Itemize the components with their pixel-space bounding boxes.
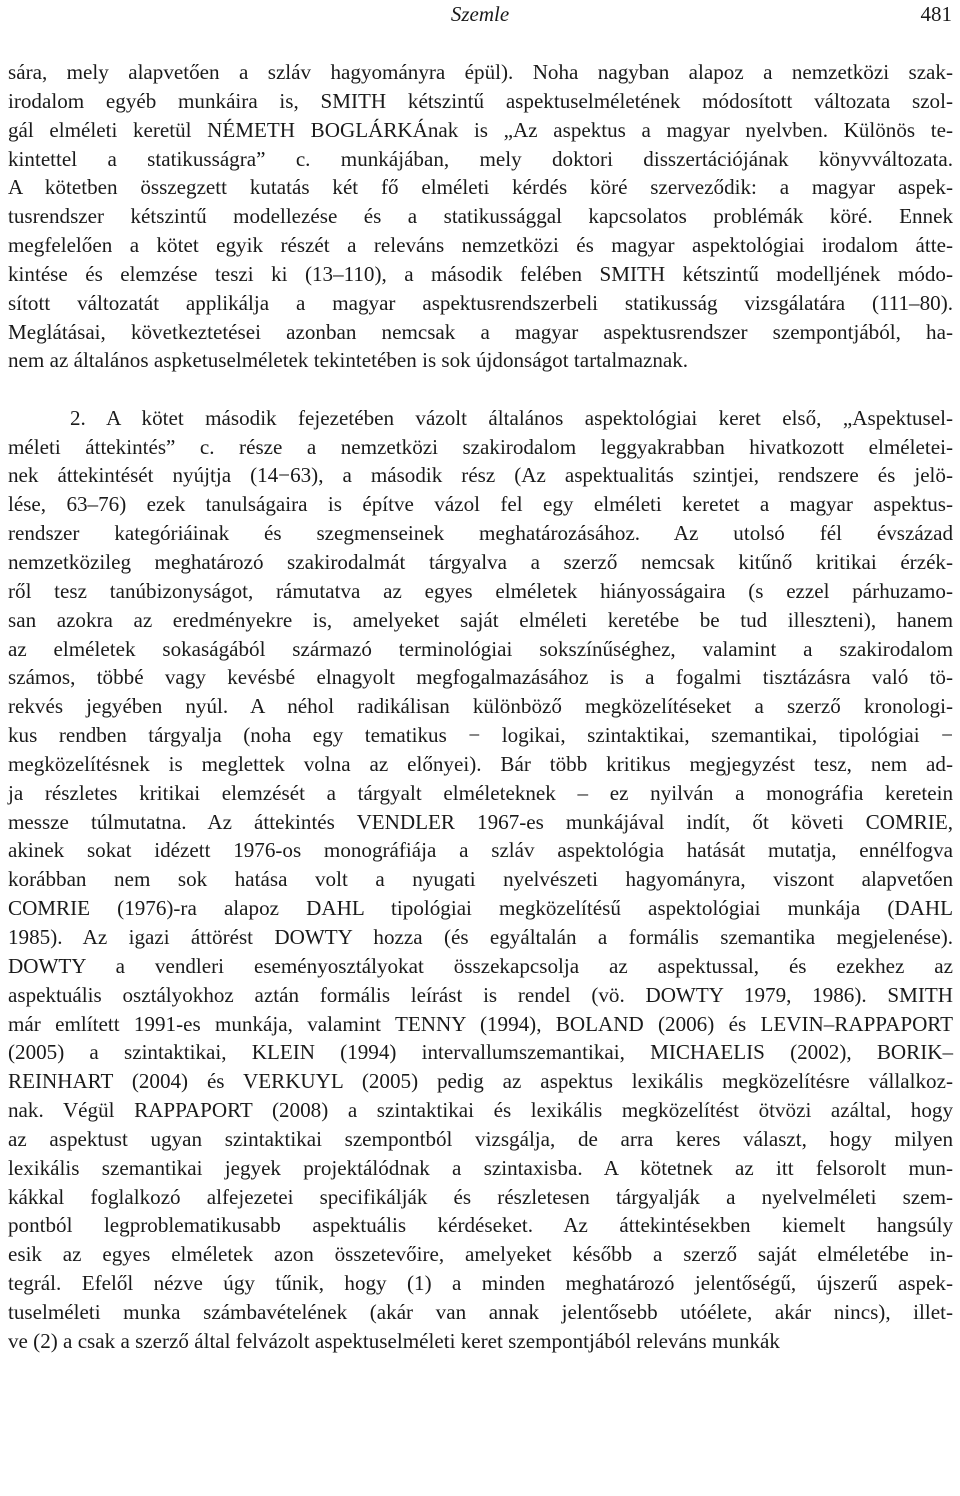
text-line: ja részletes kritikai elemzését a tárgyalt elméleteknek – ez nyilván a monográfia keretein — [8, 780, 953, 805]
text-line: akinek sokat idézett 1976-os monográfiája a szláv aspektológia hatását mutatja, ennélfogva — [8, 838, 953, 863]
text-line: lése, 63–76) ezek tanulságaira is építve vázol fel egy elméleti keretet a magyar aspektus- — [8, 492, 953, 517]
text-line: A kötetben összegzett kutatás két fő elméleti kérdés köré szerveződik: a magyar aspek- — [8, 175, 953, 200]
text-line: 2. A kötet második fejezetében vázolt általános aspektológiai keret első, „Aspektusel- — [70, 405, 953, 430]
text-line: megközelítésnek is meglettek volna az előnyei). Bár több kritikus megjegyzést tesz, nem ad- — [8, 751, 953, 776]
text-line: (2005) a szintaktikai, KLEIN (1994) intervallumszemantikai, MICHAELIS (2002), BORIK– — [8, 1040, 953, 1065]
text-line: nek áttekintését nyújtja (14−63), a második rész (Az aspektualitás szintjei, rendszere és jelö- — [8, 463, 953, 488]
text-line: lexikális szemantikai jegyek projektálódnak a szintaxisba. A kötetnek az itt felsorolt mun- — [8, 1155, 953, 1180]
running-header — [0, 0, 960, 30]
text-line: messze túlmutatna. Az áttekintés VENDLER 1967-es munkájával indít, őt követi COMRIE, — [8, 809, 953, 834]
text-line: kintése és elemzése teszi ki (13–110), a második felében SMITH kétszintű modelljének módo- — [8, 261, 953, 286]
text-line: sára, mely alapvetően a szláv hagyományra épül). Noha nagyban alapoz a nemzetközi szak- — [8, 60, 953, 84]
page-number: 481 — [920, 2, 952, 26]
text-line: tuselméleti munka számbavételének (akár van annak jelentősebb utóélete, akár nincs), illet- — [8, 1299, 953, 1324]
text-line: az elméletek sokaságából származó terminológiai sokszínűséghez, valamint a szakirodalom — [8, 636, 953, 661]
text-line: nem az általános aspketuselméletek tekintetében is sok újdonságot tartalmaznak. — [8, 348, 689, 373]
text-line: REINHART (2004) és VERKUYL (2005) pedig az aspektus lexikális megközelítésre vállalkoz- — [8, 1069, 953, 1094]
text-line: esik az egyes elméletek azon összetevőire, amelyeket később a szerző saját elméletébe in- — [8, 1242, 953, 1267]
text-line: COMRIE (1976)-ra alapoz DAHL tipológiai megközelítésű aspektológiai munkája (DAHL — [8, 896, 953, 921]
text-line: nak. Végül RAPPAPORT (2008) a szintaktikai és lexikális megközelítést ötvözi azáltal, hogy — [8, 1098, 953, 1123]
text-line: pontból legproblematikusabb aspektuális kérdéseket. Az áttekintésekben kiemelt hangsúly — [8, 1213, 953, 1238]
text-line: tusrendszer kétszintű modellezése és a statikussággal kapcsolatos problémák köré. Ennek — [8, 204, 953, 229]
text-line: kus rendben tárgyalja (noha egy tematikus − logikai, szintaktikai, szemantikai, tipológiai − — [8, 723, 953, 748]
text-line: sított változatát applikálja a magyar aspektusrendszerbeli statikusság vizsgálatára (111–80). — [8, 290, 953, 315]
text-line: kákkal foglalkozó alfejezetei specifikálják és részletesen tárgyalják a nyelvelméleti szem- — [8, 1184, 953, 1209]
text-line: Meglátásai, következtetései azonban nemcsak a magyar aspektusrendszer szempontjából, ha- — [8, 319, 953, 344]
header-title: Szemle — [450, 2, 510, 26]
text-line: már említett 1991-es munkája, valamint TENNY (1994), BOLAND (2006) és LEVIN–RAPPAPORT — [8, 1011, 953, 1036]
text-line: nemzetközileg meghatározó szakirodalmát tárgyalva a szerző nemcsak kitűnő kritikai érzék- — [8, 550, 953, 574]
text-line: kintettel a statikusságra” c. munkájában, mely doktori disszertációjának könyvváltozata. — [8, 146, 953, 171]
text-line: megfelelően a kötet egyik részét a releváns nemzetközi és magyar aspektológiai irodalom átte- — [8, 233, 953, 258]
text-line: rendszer kategóriáinak és szegmenseinek meghatározásához. Az utolsó fél évszázad — [8, 521, 953, 546]
text-line: DOWTY a vendleri eseményosztályokat összekapcsolja az aspektussal, és ezekhez az — [8, 953, 953, 978]
text-line: az aspektust ugyan szintaktikai szempontból vizsgálja, de arra keres választ, hogy milyen — [8, 1126, 953, 1151]
text-line: korábban nem sok hatása volt a nyugati nyelvészeti hagyományra, viszont alapvetően — [8, 867, 953, 892]
text-line: számos, többé vagy kevésbé elnagyolt megfogalmazásához is a fogalmi tisztázásra való tö- — [8, 665, 953, 690]
text-line: méleti áttekintés” c. része a nemzetközi szakirodalom leggyakrabban hivatkozott elméletei- — [8, 434, 953, 459]
text-line: rekvés jegyében nyúl. A néhol radikálisan különböző megközelítéseket a szerző kronologi- — [8, 694, 953, 719]
text-line: gál elméleti keretül NÉMETH BOGLÁRKÁnak is „Az aspektus a magyar nyelvben. Különös te- — [8, 117, 953, 142]
text-line: tegrál. Efelől nézve úgy tűnik, hogy (1) a minden meghatározó jelentőségű, újszerű aspek- — [8, 1271, 953, 1296]
paragraph-2 — [8, 404, 953, 1356]
text-line: ről tesz tanúbizonyságot, rámutatva az egyes elméletek hiányosságaira (s ezzel párhuzamo- — [8, 578, 953, 603]
body-text — [8, 58, 953, 1356]
text-line: san azokra az eredményekre is, amelyeket saját elméleti keretébe be tud illeszteni), hanem — [8, 607, 953, 632]
paragraph-1 — [8, 58, 953, 375]
text-line: 1985). Az igazi áttörést DOWTY hozza (és egyáltalán a formális szemantika megjelenése). — [8, 924, 953, 949]
text-line: ve (2) a csak a szerző által felvázolt aspektuselméleti keret szempontjából releváns munkák — [8, 1328, 780, 1353]
paragraph-gap — [8, 375, 953, 404]
text-line: aspektuális osztályokhoz aztán formális leírást is rendel (vö. DOWTY 1979, 1986). SMITH — [8, 982, 953, 1007]
text-line: irodalom egyéb munkáira is, SMITH kétszintű aspektuselméletének módosított változata szol- — [8, 88, 953, 113]
